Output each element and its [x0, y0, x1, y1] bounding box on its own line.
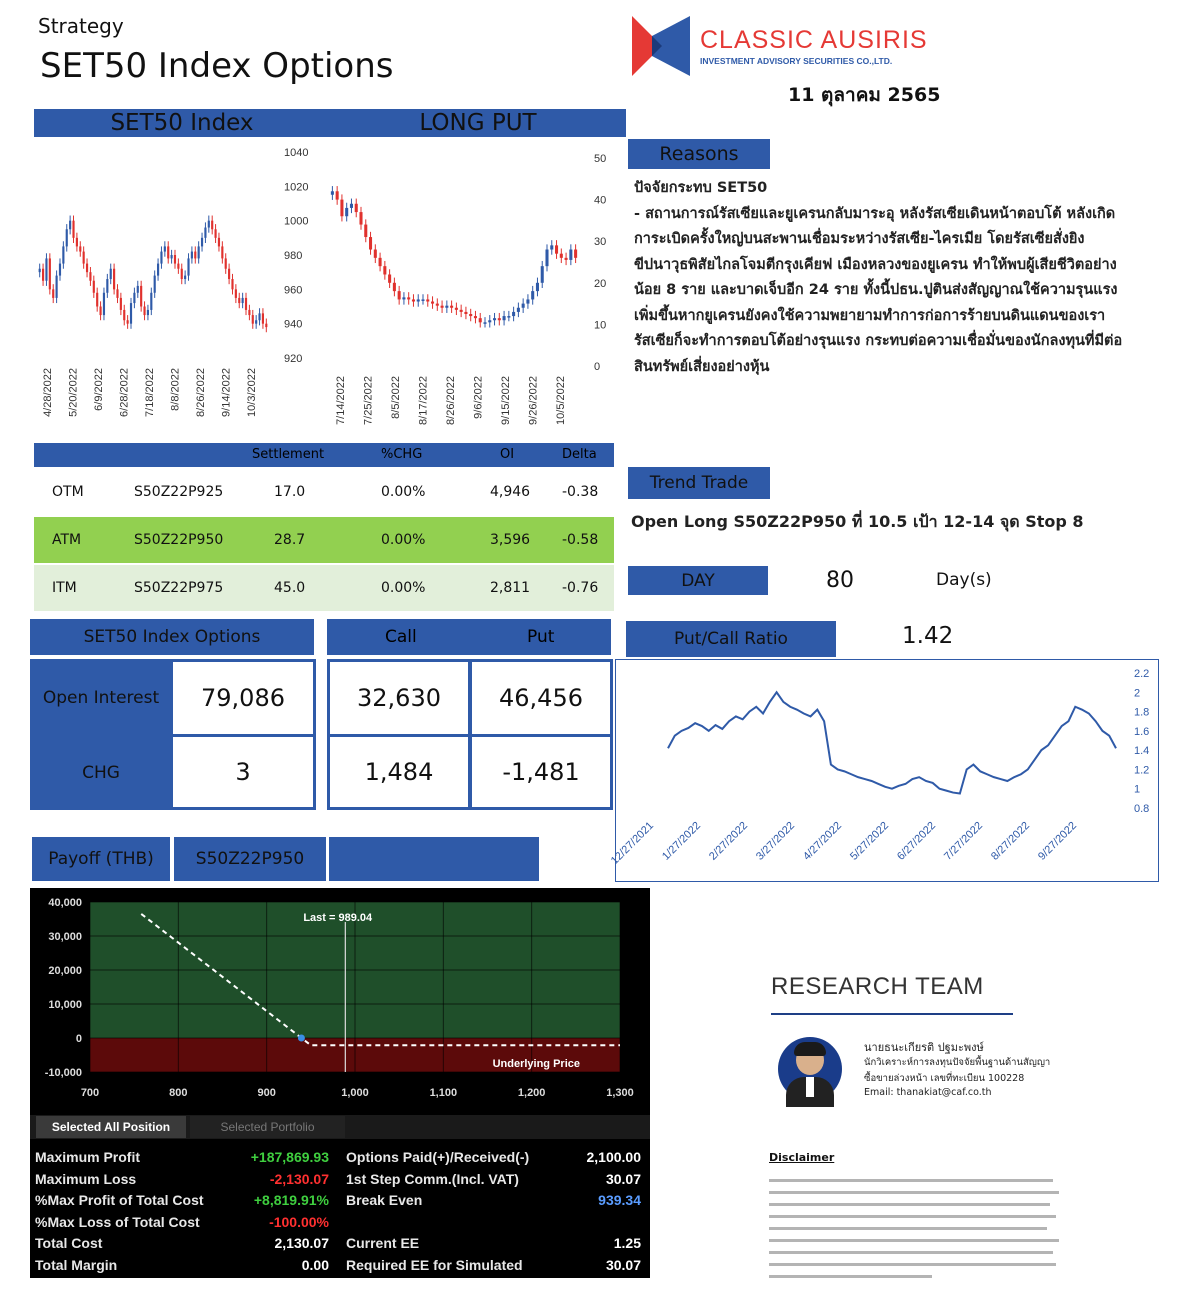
options-table-header — [34, 443, 614, 467]
candle-body — [147, 310, 149, 315]
candle-body — [208, 221, 210, 228]
candle-body — [110, 269, 112, 279]
underlying-price-label: Underlying Price — [492, 1058, 580, 1070]
row-settlement: 45.0 — [274, 580, 306, 596]
row-oi: 3,596 — [490, 532, 531, 548]
y-tick-label: 10 — [594, 319, 607, 332]
x-tick-label: 2/27/2022 — [707, 819, 751, 863]
y-tick-label: 2.2 — [1134, 668, 1150, 680]
stat-value: +187,869.93 — [250, 1149, 329, 1165]
call-label: Call — [385, 627, 417, 647]
candle-body — [198, 246, 200, 258]
candle-body — [221, 246, 223, 258]
candle-body — [204, 228, 206, 238]
candle-body — [191, 252, 193, 259]
stat-label: Break Even — [346, 1192, 423, 1209]
x-tick-label: 1,300 — [606, 1087, 634, 1099]
payoff-stats — [30, 1143, 650, 1278]
candle-body — [402, 297, 405, 299]
y-tick-label: 1.8 — [1134, 706, 1150, 719]
candle-body — [96, 293, 98, 307]
row-type: ATM — [52, 532, 82, 548]
analyst-license: ซื้อขายล่วงหน้า เลขที่ทะเบียน 100228 — [864, 1073, 1025, 1084]
candle-body — [407, 297, 410, 299]
analyst-email[interactable]: Email: thanakiat@caf.co.th — [864, 1087, 992, 1098]
set50-candlestick-chart — [30, 140, 320, 440]
candle-body — [157, 264, 159, 276]
y-tick-label: 20 — [594, 277, 607, 290]
stat-value: 939.34 — [598, 1192, 641, 1209]
stat-label: Maximum Profit — [35, 1149, 141, 1165]
stat-value: 30.07 — [605, 1170, 641, 1187]
candle-body — [350, 204, 353, 208]
x-tick-label: 6/27/2022 — [895, 819, 939, 863]
research-team-title: RESEARCH TEAM — [771, 973, 984, 1000]
x-tick-label: 8/26/2022 — [195, 368, 208, 417]
candle-body — [218, 238, 220, 247]
reasons-line: เพิ่มขึ้นหากยูเครนยังคงใช้ความพยายามทำการก่อการร้ายบนดินแดนของเรา — [634, 307, 1106, 324]
y-tick-label: 0 — [75, 1033, 82, 1045]
y-tick-label: 1.6 — [1134, 725, 1150, 738]
candle-body — [106, 279, 108, 293]
y-tick-label: 40 — [594, 194, 607, 207]
candle-body — [154, 276, 156, 293]
put-oi-value: 46,456 — [472, 662, 610, 734]
candle-body — [164, 246, 166, 251]
candle-body — [93, 281, 95, 293]
company-logo — [632, 16, 692, 76]
candle-body — [69, 221, 71, 230]
stat-value: -100.00% — [269, 1213, 329, 1230]
y-tick-label: 1040 — [284, 147, 309, 159]
x-tick-label: 8/5/2022 — [389, 376, 402, 419]
candle-body — [383, 266, 386, 274]
table-row-itm — [34, 565, 614, 611]
trend-trade-label: Trend Trade — [628, 467, 770, 499]
x-tick-label: 6/9/2022 — [92, 368, 105, 411]
candle-body — [531, 291, 534, 299]
call-put-header — [327, 619, 611, 655]
candle-body — [89, 272, 91, 281]
x-tick-label: 7/18/2022 — [144, 368, 156, 417]
total-chg-value: 3 — [173, 737, 313, 807]
candle-body — [140, 286, 142, 307]
y-tick-label: 0 — [594, 361, 601, 373]
y-tick-label: 0.8 — [1134, 803, 1150, 815]
stat-label: %Max Profit of Total Cost — [35, 1192, 204, 1209]
x-tick-label: 9/14/2022 — [220, 368, 233, 417]
x-tick-label: 9/26/2022 — [527, 376, 540, 425]
x-tick-label: 1/27/2022 — [660, 819, 704, 863]
candle-body — [488, 320, 491, 322]
stat-value: 2,100.00 — [586, 1149, 641, 1165]
x-tick-label: 10/5/2022 — [555, 376, 568, 425]
x-tick-label: 12/27/2021 — [608, 819, 657, 868]
disclaimer-title: Disclaimer — [769, 1151, 835, 1164]
y-tick-label: -10,000 — [44, 1067, 82, 1079]
candle-body — [76, 238, 78, 247]
candle-body — [133, 293, 135, 303]
candle-body — [123, 310, 125, 320]
reasons-line: รัสเซียก็จะทำการตอบโต้อย่างรุนแรง กระทบต่อความเชื่อมั่นของนักลงทุนที่มีต่อ — [634, 333, 1123, 349]
candle-body — [536, 283, 539, 291]
section-label: Strategy — [38, 14, 124, 38]
candle-body — [574, 250, 577, 258]
candle-body — [167, 246, 169, 258]
row-oi: 4,946 — [490, 484, 531, 500]
row-series: S50Z22P950 — [134, 532, 224, 548]
table-row-otm — [34, 469, 614, 515]
candle-body — [560, 254, 563, 258]
day-label: DAY — [628, 566, 768, 595]
report-date: 11 ตุลาคม 2565 — [788, 84, 941, 106]
x-tick-label: 4/28/2022 — [41, 368, 54, 417]
reasons-heading: ปัจจัยกระทบ SET50 — [634, 180, 768, 196]
candle-body — [550, 245, 553, 249]
row-delta: -0.58 — [562, 532, 599, 548]
y-tick-label: 980 — [284, 250, 303, 262]
y-tick-label: 1 — [1134, 783, 1141, 796]
row-series: S50Z22P975 — [134, 580, 224, 596]
y-tick-label: 1020 — [284, 181, 309, 194]
candle-body — [228, 269, 230, 279]
candle-body — [359, 212, 362, 224]
candle-body — [431, 302, 434, 304]
candle-body — [417, 299, 420, 301]
header-settlement: Settlement — [252, 447, 325, 462]
candle-body — [545, 250, 548, 267]
stat-value: 30.07 — [605, 1257, 641, 1273]
candle-body — [262, 313, 264, 323]
payoff-label: Payoff (THB) — [32, 837, 170, 881]
x-tick-label: 7/25/2022 — [362, 376, 375, 425]
candle-body — [242, 298, 244, 303]
candle-body — [160, 252, 162, 264]
company-subtitle: INVESTMENT ADVISORY SECURITIES CO.,LTD. — [700, 56, 893, 66]
strategy-banner: LONG PUT — [330, 109, 626, 137]
candle-body — [184, 276, 186, 279]
last-price-label: Last = 989.04 — [303, 912, 373, 924]
pcr-label: Put/Call Ratio — [626, 621, 836, 657]
x-tick-label: 9/27/2022 — [1036, 819, 1080, 863]
candle-body — [150, 293, 152, 310]
candle-body — [187, 258, 189, 275]
x-tick-label: 7/27/2022 — [942, 819, 986, 863]
candle-body — [388, 274, 391, 282]
stat-value: 2,130.07 — [274, 1235, 329, 1252]
pcr-series-line — [668, 692, 1116, 793]
candle-body — [436, 304, 439, 306]
row-settlement: 28.7 — [274, 532, 306, 548]
y-tick-label: 10,000 — [48, 999, 82, 1011]
candle-body — [245, 298, 247, 310]
candle-body — [331, 191, 334, 194]
payoff-tabs — [30, 1115, 650, 1139]
header-delta: Delta — [562, 447, 597, 462]
row-delta: -0.76 — [562, 580, 599, 596]
day-unit: Day(s) — [936, 570, 992, 590]
reasons-line: - สถานการณ์รัสเซียและยูเครนกลับมาระอุ หลังรัสเซียเดินหน้าตอบโต้ หลังเกิด — [634, 205, 1116, 222]
header-oi: OI — [500, 447, 515, 462]
candle-body — [503, 316, 506, 320]
candle-body — [177, 264, 179, 269]
candle-body — [52, 289, 54, 298]
payoff-panel — [30, 888, 650, 1278]
candle-body — [56, 276, 58, 298]
candle-body — [83, 252, 85, 264]
candle-body — [565, 258, 568, 260]
candle-body — [336, 191, 339, 199]
x-tick-label: 900 — [257, 1087, 276, 1099]
day-value: 80 — [826, 568, 854, 593]
candle-body — [441, 306, 444, 308]
call-put-panel — [327, 659, 613, 810]
candle-body — [49, 258, 51, 289]
research-divider — [771, 1013, 1013, 1015]
candle-body — [143, 307, 145, 316]
candle-body — [379, 258, 382, 266]
x-tick-label: 1,200 — [517, 1087, 546, 1099]
x-tick-label: 700 — [80, 1087, 100, 1099]
reasons-line: การะเบิดครั้งใหญ่บนสะพานเชื่อมระหว่างรัสเซีย-ไครเมีย โดยรัสเซียสั่งยิง — [634, 231, 1085, 247]
y-tick-label: 1.4 — [1134, 745, 1150, 758]
candle-body — [137, 286, 139, 293]
payoff-chart — [30, 888, 650, 1113]
candle-body — [369, 237, 372, 249]
candle-body — [130, 303, 132, 324]
candle-body — [450, 306, 453, 308]
candle-body — [445, 306, 448, 308]
stat-label: Total Margin — [35, 1257, 118, 1273]
candle-body — [235, 289, 237, 298]
candle-body — [345, 208, 348, 216]
stat-value: -2,130.07 — [269, 1170, 329, 1187]
table-row-atm — [34, 517, 614, 563]
x-tick-label: 7/14/2022 — [334, 376, 347, 425]
x-tick-label: 8/26/2022 — [445, 376, 457, 425]
disclaimer-text-block — [769, 1170, 1065, 1284]
y-tick-label: 20,000 — [48, 965, 82, 977]
candle-body — [374, 250, 377, 258]
header-chg: %CHG — [381, 447, 423, 462]
row-chg: 0.00% — [381, 580, 426, 596]
row-type: ITM — [52, 580, 77, 596]
y-tick-label: 1000 — [284, 215, 309, 228]
stat-value: +8,819.91% — [253, 1192, 329, 1209]
y-tick-label: 2 — [1134, 687, 1141, 700]
candle-body — [340, 200, 343, 217]
put-label: Put — [527, 627, 555, 647]
candle-body — [412, 299, 415, 301]
y-tick-label: 30,000 — [48, 931, 82, 943]
candle-body — [522, 304, 525, 308]
candle-body — [474, 316, 477, 318]
candle-body — [59, 264, 61, 276]
candle-body — [171, 255, 173, 258]
x-tick-label: 8/27/2022 — [989, 819, 1033, 863]
x-tick-label: 1,100 — [429, 1087, 458, 1099]
company-name: CLASSIC AUSIRIS — [700, 26, 928, 54]
candle-body — [99, 307, 101, 316]
stat-label: Current EE — [346, 1235, 420, 1252]
candle-body — [555, 245, 558, 253]
payoff-series: S50Z22P950 — [174, 837, 326, 881]
page-title: SET50 Index Options — [40, 46, 394, 86]
candle-body — [116, 289, 118, 298]
y-tick-label: 50 — [594, 153, 607, 165]
payoff-blank-cell — [329, 837, 539, 881]
x-tick-label: 3/27/2022 — [754, 819, 798, 863]
candle-body — [194, 252, 196, 259]
candle-body — [541, 266, 544, 283]
stat-label: Required EE for Simulated — [346, 1257, 523, 1273]
candle-body — [493, 318, 496, 320]
candle-body — [42, 269, 44, 281]
candle-body — [252, 315, 254, 324]
y-tick-label: 940 — [284, 318, 303, 331]
analyst-avatar — [778, 1037, 842, 1101]
candle-body — [507, 316, 510, 318]
candle-body — [39, 269, 41, 272]
x-tick-label: 1,000 — [341, 1087, 369, 1099]
candle-body — [421, 299, 424, 301]
long-put-candlestick-chart — [322, 140, 622, 440]
reasons-text — [634, 176, 1164, 380]
candle-body — [72, 221, 74, 238]
put-chg-value: -1,481 — [472, 737, 610, 807]
reasons-line: ขีปนาวุธพิสัยไกลโจมตีกรุงเคียฟ เมืองหลวงของยูเครน ทำให้พบผู้เสียชีวิตอย่าง — [634, 256, 1117, 273]
candle-body — [512, 312, 515, 316]
candle-body — [127, 320, 129, 323]
pcr-chart-frame — [608, 659, 1159, 882]
candle-body — [201, 238, 203, 247]
set50-index-banner: SET50 Index — [34, 109, 330, 137]
y-tick-label: 30 — [594, 236, 607, 249]
stat-label: Maximum Loss — [35, 1170, 137, 1187]
row-chg: 0.00% — [381, 484, 426, 500]
call-chg-value: 1,484 — [330, 737, 468, 807]
candle-body — [498, 318, 501, 320]
oi-summary-title: SET50 Index Options — [30, 619, 314, 655]
x-tick-label: 5/27/2022 — [848, 819, 892, 863]
oi-label: Open Interest — [30, 659, 172, 736]
candle-body — [569, 250, 572, 260]
row-chg: 0.00% — [381, 532, 426, 548]
call-oi-value: 32,630 — [330, 662, 468, 734]
x-tick-label: 5/20/2022 — [67, 368, 80, 417]
candle-body — [455, 308, 458, 310]
candle-body — [86, 264, 88, 273]
candle-body — [355, 204, 358, 212]
row-settlement: 17.0 — [274, 484, 306, 500]
candle-body — [460, 310, 463, 312]
candle-body — [103, 293, 105, 315]
reasons-line: สินทรัพย์เสี่ยงอย่างหุ้น — [634, 358, 770, 375]
candle-body — [479, 318, 482, 322]
candle-body — [174, 255, 176, 264]
row-oi: 2,811 — [490, 580, 531, 596]
candle-body — [113, 269, 115, 290]
candle-body — [483, 322, 486, 324]
x-tick-label: 4/27/2022 — [801, 819, 845, 863]
row-type: OTM — [52, 484, 84, 500]
oi-total-panel — [30, 659, 316, 810]
stat-label: %Max Loss of Total Cost — [35, 1213, 200, 1230]
stat-value: 0.00 — [301, 1257, 329, 1273]
candle-body — [225, 258, 227, 268]
row-delta: -0.38 — [562, 484, 599, 500]
candle-body — [238, 298, 240, 303]
x-tick-label: 800 — [169, 1087, 188, 1099]
y-tick-label: 40,000 — [48, 897, 82, 909]
candle-body — [255, 320, 257, 323]
candle-body — [231, 279, 233, 289]
pcr-value: 1.42 — [902, 623, 954, 649]
trend-trade-text: Open Long S50Z22P950 ที่ 10.5 เป้า 12-14 จุด Stop 8 — [631, 512, 1084, 531]
y-tick-label: 960 — [284, 284, 303, 297]
candle-body — [426, 299, 429, 301]
stat-label: Options Paid(+)/Received(-) — [346, 1149, 530, 1165]
x-tick-label: 6/28/2022 — [118, 368, 131, 417]
candle-body — [469, 314, 472, 316]
x-tick-label: 8/17/2022 — [417, 376, 430, 425]
stat-label: 1st Step Comm.(Incl. VAT) — [346, 1170, 519, 1187]
candle-body — [45, 258, 47, 280]
candle-body — [258, 313, 260, 320]
y-tick-label: 920 — [284, 353, 303, 365]
stat-label: Total Cost — [35, 1235, 103, 1252]
candle-body — [120, 298, 122, 310]
candle-body — [393, 283, 396, 291]
analyst-name: นายธนะเกียรติ ปฐมะพงษ์ — [864, 1041, 984, 1054]
pcr-line-chart — [608, 660, 1160, 883]
reasons-label: Reasons — [628, 139, 770, 169]
candle-body — [526, 299, 529, 303]
tab-selected-all-position[interactable]: Selected All Position — [36, 1116, 186, 1138]
x-tick-label: 9/6/2022 — [472, 376, 485, 419]
row-series: S50Z22P925 — [134, 484, 224, 500]
candle-body — [181, 269, 183, 279]
y-tick-label: 1.2 — [1134, 764, 1150, 777]
reasons-line: น้อย 8 ราย และบาดเจ็บอีก 24 ราย ทั้งนี้ปธน.ปูตินส่งสัญญาณใช้ความรุนแรง — [634, 282, 1118, 298]
candle-body — [464, 312, 467, 314]
candle-body — [364, 225, 367, 237]
tab-selected-portfolio[interactable]: Selected Portfolio — [190, 1116, 345, 1138]
stat-value: 1.25 — [613, 1235, 641, 1252]
candle-body — [211, 221, 213, 230]
candle-body — [62, 246, 64, 263]
x-tick-label: 8/8/2022 — [169, 368, 182, 411]
candle-body — [265, 324, 267, 327]
x-tick-label: 10/3/2022 — [246, 368, 259, 417]
candle-body — [214, 229, 216, 238]
candle-body — [398, 291, 401, 299]
analyst-role: นักวิเคราะห์การลงทุนปัจจัยพื้นฐานด้านสัญญา — [864, 1057, 1051, 1068]
candle-body — [79, 246, 81, 251]
candle-body — [517, 308, 520, 312]
x-tick-label: 9/15/2022 — [500, 376, 513, 425]
total-oi-value: 79,086 — [173, 662, 313, 734]
candle-body — [66, 229, 68, 246]
candle-body — [248, 310, 250, 315]
break-even-marker — [298, 1035, 305, 1042]
chg-label: CHG — [30, 735, 172, 810]
